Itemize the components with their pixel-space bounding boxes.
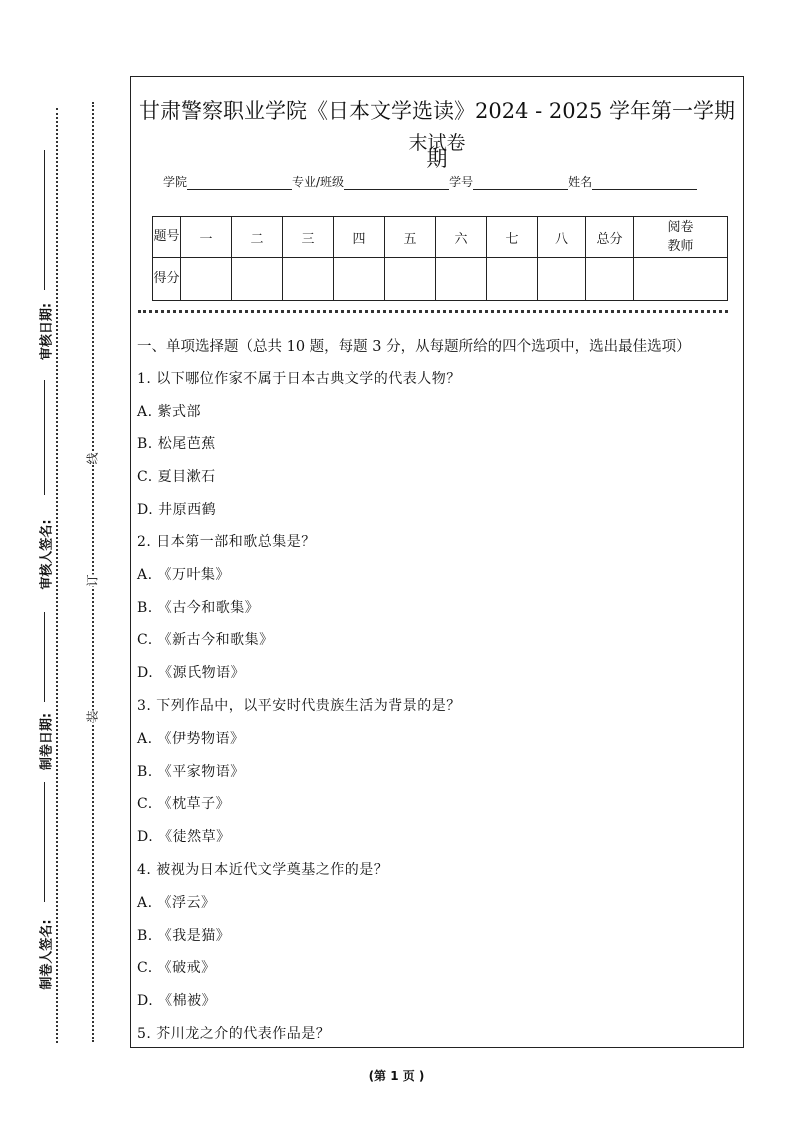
question-2-option-a: A. 《万叶集》 — [137, 567, 231, 583]
question-1-option-d: D. 井原西鹤 — [137, 502, 217, 518]
question-2-option-d: D. 《源氏物语》 — [137, 665, 246, 681]
score-cell[interactable] — [436, 258, 487, 301]
reviewer-sign-line — [44, 380, 45, 495]
major-field[interactable] — [344, 177, 449, 190]
exam-title-line2: 末试卷 — [408, 132, 466, 154]
score-cell-reviewer[interactable] — [634, 258, 728, 301]
exam-title-line1: 甘肃警察职业学院《日本文学选读》2024 - 2025 学年第一学期期 — [138, 99, 735, 171]
col-4: 四 — [334, 217, 385, 258]
section1-heading: 一、单项选择题（总共 10 题，每题 3 分，从每题所给的四个选项中，选出最佳选项） — [137, 339, 691, 355]
question-4-option-c: C. 《破戒》 — [137, 960, 216, 976]
major-label: 专业/班级 — [292, 175, 345, 189]
make-date-line — [44, 612, 45, 702]
score-cell[interactable] — [487, 258, 538, 301]
question-2-option-b: B. 《古今和歌集》 — [137, 600, 260, 616]
question-1-option-b: B. 松尾芭蕉 — [137, 436, 216, 452]
binding-char-zhuang: 装 — [85, 710, 100, 723]
reviewer-sign-label: 审核人签名: — [39, 519, 55, 590]
question-4-stem: 4. 被视为日本近代文学奠基之作的是？ — [137, 862, 389, 878]
score-cell[interactable] — [181, 258, 232, 301]
question-3-option-d: D. 《徒然草》 — [137, 829, 231, 845]
question-1-option-a: A. 紫式部 — [137, 404, 202, 420]
question-3-option-a: A. 《伊势物语》 — [137, 731, 245, 747]
student-id-label: 学号 — [449, 175, 474, 189]
dotted-separator — [138, 310, 728, 313]
question-4-option-b: B. 《我是猫》 — [137, 928, 231, 944]
student-id-field[interactable] — [473, 177, 568, 190]
question-5-stem: 5. 芥川龙之介的代表作品是？ — [137, 1026, 331, 1042]
reviewer-col: 阅卷教师 — [634, 217, 728, 258]
make-date-label: 制卷日期: — [39, 712, 55, 771]
college-field[interactable] — [187, 177, 292, 190]
score-cell[interactable] — [385, 258, 436, 301]
student-info-line — [163, 173, 697, 190]
maker-sign-label: 制卷人签名: — [39, 919, 55, 990]
maker-sign-line — [44, 782, 45, 902]
col-5: 五 — [385, 217, 436, 258]
binding-dotted-line-right — [92, 102, 94, 1042]
question-4-option-a: A. 《浮云》 — [137, 895, 216, 911]
binding-dotted-line-left — [56, 108, 58, 1043]
col-3: 三 — [283, 217, 334, 258]
score-cell-total[interactable] — [586, 258, 634, 301]
question-1-stem: 1. 以下哪位作家不属于日本古典文学的代表人物？ — [137, 371, 461, 387]
col-total: 总分 — [586, 217, 634, 258]
name-label: 姓名 — [568, 175, 593, 189]
review-date-label: 审核日期: — [39, 302, 55, 361]
page-number: (第 1 页 ) — [368, 1069, 425, 1083]
binding-char-ding: 订 — [85, 574, 100, 587]
question-4-option-d: D. 《棉被》 — [137, 993, 217, 1009]
score-row-header: 得分 — [153, 258, 181, 301]
name-field[interactable] — [592, 177, 697, 190]
col-8: 八 — [538, 217, 586, 258]
question-2-option-c: C. 《新古今和歌集》 — [137, 632, 274, 648]
question-3-option-c: C. 《枕草子》 — [137, 796, 231, 812]
col-6: 六 — [436, 217, 487, 258]
score-cell[interactable] — [538, 258, 586, 301]
binding-char-line: 线 — [85, 452, 100, 465]
col-7: 七 — [487, 217, 538, 258]
question-1-option-c: C. 夏目漱石 — [137, 469, 216, 485]
score-table — [152, 216, 728, 301]
col-1: 一 — [181, 217, 232, 258]
question-3-option-b: B. 《平家物语》 — [137, 764, 245, 780]
question-2-stem: 2. 日本第一部和歌总集是？ — [137, 534, 316, 550]
question-number-header: 题号 — [153, 217, 181, 258]
college-label: 学院 — [163, 175, 188, 189]
score-cell[interactable] — [232, 258, 283, 301]
exam-frame — [130, 76, 744, 1048]
score-cell[interactable] — [283, 258, 334, 301]
review-date-line — [44, 150, 45, 290]
col-2: 二 — [232, 217, 283, 258]
score-cell[interactable] — [334, 258, 385, 301]
question-3-stem: 3. 下列作品中，以平安时代贵族生活为背景的是？ — [137, 698, 461, 714]
